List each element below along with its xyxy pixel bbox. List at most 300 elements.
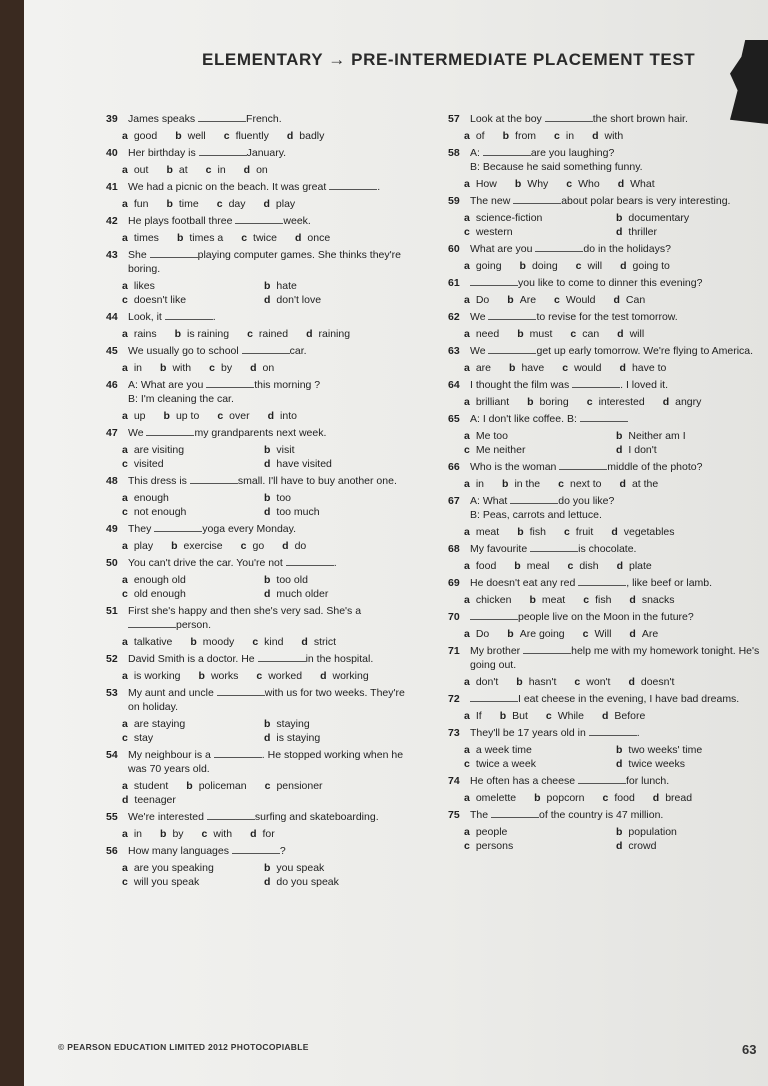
answer-option-a[interactable]: [464, 395, 509, 409]
option-letter: a: [122, 574, 128, 586]
answer-blank[interactable]: [329, 180, 377, 190]
option-letter: d: [264, 588, 271, 600]
answer-blank[interactable]: [470, 276, 518, 286]
option-letter: c: [554, 294, 560, 306]
question-text-part: yoga every Monday.: [202, 523, 297, 535]
answer-option-d[interactable]: [287, 129, 325, 143]
answer-option-d[interactable]: [264, 731, 406, 745]
option-letter: b: [171, 540, 178, 552]
answer-option-a[interactable]: [122, 491, 264, 505]
answer-option-b[interactable]: [529, 593, 565, 607]
answer-blank[interactable]: [258, 652, 306, 662]
option-text: do: [294, 540, 307, 552]
answer-option-c[interactable]: [217, 197, 246, 211]
answer-option-b[interactable]: [264, 279, 406, 293]
answer-option-a[interactable]: [122, 197, 148, 211]
answer-option-a[interactable]: [122, 779, 168, 793]
question-text: [470, 146, 768, 174]
option-text: won't: [586, 676, 611, 688]
question-text-part: get up early tomorrow. We're flying to America.: [536, 345, 754, 357]
answer-option-a[interactable]: [464, 211, 616, 225]
answer-option-a[interactable]: [464, 559, 496, 573]
answer-option-b[interactable]: [503, 129, 536, 143]
answer-option-b[interactable]: [616, 429, 768, 443]
answer-option-d[interactable]: [264, 875, 406, 889]
option-letter: c: [252, 636, 259, 648]
option-text: While: [557, 710, 584, 722]
answer-blank[interactable]: [535, 242, 583, 252]
question-number: 60: [448, 243, 460, 255]
answer-blank[interactable]: [483, 146, 531, 156]
option-letter: a: [464, 710, 470, 722]
answer-option-a[interactable]: [122, 129, 157, 143]
answer-option-d[interactable]: [620, 259, 670, 273]
answer-option-b[interactable]: [500, 709, 528, 723]
question-number: 40: [106, 147, 118, 159]
option-text: going: [475, 260, 502, 272]
answer-option-d[interactable]: [628, 675, 674, 689]
answer-blank[interactable]: [578, 774, 626, 784]
answer-option-d[interactable]: [613, 293, 645, 307]
answer-option-b[interactable]: [507, 293, 536, 307]
question-text-part: The new: [470, 195, 514, 207]
option-letter: a: [464, 478, 470, 490]
answer-blank[interactable]: [146, 426, 194, 436]
question-number: 54: [106, 749, 118, 761]
question-text-part: playing computer games. She thinks they're boring.: [128, 249, 404, 275]
question-number: 45: [106, 345, 118, 357]
question-number: 63: [448, 345, 460, 357]
answer-option-b[interactable]: [264, 717, 406, 731]
answer-option-c[interactable]: [206, 163, 226, 177]
option-text: Do: [475, 294, 490, 306]
answer-option-a[interactable]: [122, 409, 146, 423]
answer-blank[interactable]: [190, 474, 238, 484]
answer-option-d[interactable]: [602, 709, 645, 723]
answer-option-c[interactable]: [576, 259, 602, 273]
answer-blank[interactable]: [232, 844, 280, 854]
question-text: [470, 242, 768, 256]
option-text: you speak: [276, 862, 325, 874]
answer-option-a[interactable]: [122, 669, 181, 683]
answer-option-c[interactable]: [562, 361, 601, 375]
answer-option-c[interactable]: [554, 293, 595, 307]
answer-option-d[interactable]: [250, 361, 274, 375]
question-text: [128, 686, 406, 714]
answer-option-a[interactable]: [464, 293, 489, 307]
answer-option-d[interactable]: [618, 177, 655, 191]
option-letter: d: [601, 710, 609, 722]
answer-option-c[interactable]: [574, 675, 610, 689]
option-letter: d: [619, 362, 626, 374]
option-letter: a: [464, 430, 470, 442]
answer-option-b[interactable]: [516, 675, 556, 689]
question-text: [470, 644, 768, 672]
question-69: [448, 576, 768, 607]
answer-option-d[interactable]: [295, 231, 330, 245]
option-letter: d: [264, 876, 271, 888]
answer-option-b[interactable]: [199, 669, 239, 683]
answer-options: [122, 717, 406, 745]
answer-option-d[interactable]: [616, 757, 768, 771]
option-letter: b: [186, 780, 193, 792]
answer-blank[interactable]: [491, 808, 539, 818]
option-letter: c: [583, 594, 590, 606]
answer-option-c[interactable]: [587, 395, 645, 409]
answer-option-c[interactable]: [122, 731, 264, 745]
option-text: likes: [133, 280, 155, 292]
question-text-part: David Smith is a doctor. He: [128, 653, 258, 665]
answer-option-d[interactable]: [122, 793, 176, 807]
question-number: 50: [106, 557, 118, 569]
answer-blank[interactable]: [589, 726, 637, 736]
answer-option-b[interactable]: [264, 443, 406, 457]
option-letter: d: [592, 130, 599, 142]
answer-options: [464, 525, 768, 539]
option-letter: d: [243, 164, 251, 176]
answer-option-a[interactable]: [464, 593, 511, 607]
answer-option-a[interactable]: [464, 361, 491, 375]
answer-option-b[interactable]: [514, 559, 549, 573]
answer-option-c[interactable]: [583, 627, 612, 641]
answer-blank[interactable]: [513, 194, 561, 204]
answer-option-c[interactable]: [558, 477, 601, 491]
answer-option-b[interactable]: [509, 361, 544, 375]
answer-option-d[interactable]: [616, 443, 768, 457]
answer-option-b[interactable]: [616, 211, 768, 225]
answer-option-d[interactable]: [592, 129, 623, 143]
answer-option-c[interactable]: [464, 443, 616, 457]
answer-option-d[interactable]: [264, 505, 406, 519]
option-text: play: [275, 198, 296, 210]
answer-option-c[interactable]: [583, 593, 611, 607]
answer-options: [464, 477, 768, 491]
option-letter: d: [629, 594, 636, 606]
answer-option-b[interactable]: [264, 573, 406, 587]
answer-option-c[interactable]: [464, 839, 616, 853]
answer-blank[interactable]: [207, 810, 255, 820]
option-text: have to: [631, 362, 667, 374]
answer-option-a[interactable]: [122, 279, 264, 293]
option-text: up to: [175, 410, 200, 422]
question-text-part: for lunch.: [626, 775, 670, 787]
answer-option-d[interactable]: [653, 791, 692, 805]
option-text: too old: [276, 574, 308, 586]
answer-option-a[interactable]: [122, 861, 264, 875]
answer-option-a[interactable]: [464, 429, 616, 443]
answer-option-c[interactable]: [603, 791, 635, 805]
option-text: not enough: [133, 506, 187, 518]
answer-blank[interactable]: [470, 692, 518, 702]
question-text: [470, 610, 768, 624]
question-number: 73: [448, 727, 460, 739]
option-letter: c: [554, 130, 560, 142]
answer-option-a[interactable]: [122, 717, 264, 731]
answer-blank[interactable]: [523, 644, 571, 654]
answer-option-b[interactable]: [520, 259, 558, 273]
answer-option-c[interactable]: [256, 669, 302, 683]
answer-option-a[interactable]: [122, 231, 159, 245]
answer-option-a[interactable]: [464, 525, 499, 539]
option-text: Are: [641, 628, 659, 640]
answer-option-c[interactable]: [122, 875, 264, 889]
answer-option-b[interactable]: [507, 627, 564, 641]
option-letter: c: [602, 792, 609, 804]
option-text: How: [475, 178, 497, 190]
answer-option-b[interactable]: [517, 525, 546, 539]
answer-blank[interactable]: [572, 378, 620, 388]
answer-option-d[interactable]: [629, 593, 674, 607]
answer-option-c[interactable]: [209, 361, 232, 375]
answer-option-a[interactable]: [122, 573, 264, 587]
answer-option-d[interactable]: [264, 587, 406, 601]
answer-option-a[interactable]: [122, 827, 142, 841]
answer-option-a[interactable]: [464, 627, 489, 641]
answer-option-b[interactable]: [190, 635, 234, 649]
option-letter: b: [507, 294, 514, 306]
question-text: [470, 276, 768, 290]
answer-blank[interactable]: [150, 248, 198, 258]
option-text: have: [521, 362, 545, 374]
question-text-part: My brother: [470, 645, 524, 657]
question-text-part: My favourite: [470, 543, 531, 555]
answer-blank[interactable]: [128, 618, 176, 628]
answer-option-b[interactable]: [175, 327, 229, 341]
answer-option-c[interactable]: [122, 505, 264, 519]
answer-option-d[interactable]: [620, 477, 659, 491]
option-text: times a: [189, 232, 224, 244]
option-letter: d: [301, 636, 308, 648]
answer-option-c[interactable]: [554, 129, 574, 143]
option-letter: b: [264, 492, 271, 504]
answer-option-b[interactable]: [264, 491, 406, 505]
option-letter: b: [507, 628, 514, 640]
question-56: [106, 844, 406, 889]
question-46: [106, 378, 406, 423]
question-text-part: They: [128, 523, 155, 535]
answer-option-c[interactable]: [217, 409, 249, 423]
answer-option-c[interactable]: [247, 327, 288, 341]
answer-option-a[interactable]: [464, 327, 499, 341]
question-number: 72: [448, 693, 460, 705]
answer-option-b[interactable]: [160, 827, 184, 841]
answer-option-a[interactable]: [464, 259, 502, 273]
option-letter: d: [122, 794, 129, 806]
answer-blank[interactable]: [510, 494, 558, 504]
option-letter: a: [122, 444, 128, 456]
answer-option-d[interactable]: [611, 525, 674, 539]
answer-options: [122, 197, 406, 211]
answer-blank[interactable]: [578, 576, 626, 586]
answer-option-b[interactable]: [164, 409, 200, 423]
answer-option-d[interactable]: [301, 635, 336, 649]
option-letter: b: [198, 670, 205, 682]
question-text-part: She: [128, 249, 150, 261]
option-text: Who: [578, 178, 600, 190]
answer-option-c[interactable]: [241, 231, 277, 245]
answer-option-c[interactable]: [122, 587, 264, 601]
answer-option-b[interactable]: [527, 395, 569, 409]
question-text-part: the short brown hair.: [592, 113, 688, 125]
answer-options: [464, 559, 768, 573]
question-41: [106, 180, 406, 211]
question-42: [106, 214, 406, 245]
option-text: popcorn: [546, 792, 585, 804]
answer-blank[interactable]: [206, 378, 254, 388]
answer-blank[interactable]: [470, 610, 518, 620]
answer-blank[interactable]: [214, 748, 262, 758]
answer-blank[interactable]: [488, 310, 536, 320]
answer-option-b[interactable]: [166, 163, 187, 177]
option-letter: c: [216, 198, 223, 210]
option-text: day: [228, 198, 246, 210]
answer-blank[interactable]: [198, 112, 246, 122]
answer-option-a[interactable]: [464, 743, 616, 757]
answer-option-d[interactable]: [616, 839, 768, 853]
option-text: worked: [268, 670, 303, 682]
answer-option-c[interactable]: [570, 327, 599, 341]
answer-option-d[interactable]: [264, 293, 406, 307]
option-letter: d: [617, 178, 625, 190]
answer-option-b[interactable]: [517, 327, 552, 341]
answer-option-b[interactable]: [264, 861, 406, 875]
answer-option-c[interactable]: [464, 757, 616, 771]
answer-option-a[interactable]: [464, 675, 498, 689]
option-letter: d: [264, 458, 271, 470]
question-number: 75: [448, 809, 460, 821]
answer-option-d[interactable]: [264, 197, 296, 211]
answer-option-a[interactable]: [464, 477, 484, 491]
answer-option-c[interactable]: [265, 779, 323, 793]
option-text: vegetables: [623, 526, 675, 538]
answer-blank[interactable]: [545, 112, 593, 122]
question-text-part: with us for two weeks. They're on holiday.: [128, 687, 408, 713]
option-text: Are going: [519, 628, 565, 640]
answer-option-a[interactable]: [122, 327, 157, 341]
answer-options: [464, 791, 768, 805]
question-45: [106, 344, 406, 375]
answer-option-d[interactable]: [629, 627, 658, 641]
answer-options: [464, 743, 768, 771]
answer-blank[interactable]: [154, 522, 202, 532]
answer-blank[interactable]: [559, 460, 607, 470]
answer-option-c[interactable]: [252, 635, 283, 649]
answer-option-d[interactable]: [306, 327, 350, 341]
answer-option-a[interactable]: [122, 635, 172, 649]
answer-blank[interactable]: [165, 310, 213, 320]
question-text: [128, 426, 406, 440]
option-text: is raining: [187, 328, 230, 340]
question-number: 56: [106, 845, 118, 857]
answer-options: [122, 443, 406, 471]
answer-option-a[interactable]: [464, 709, 482, 723]
question-59: [448, 194, 768, 239]
option-text: Me neither: [475, 444, 526, 456]
answer-blank[interactable]: [242, 344, 290, 354]
answer-option-b[interactable]: [171, 539, 223, 553]
option-text: in: [565, 130, 575, 142]
option-letter: c: [209, 362, 215, 374]
answer-option-d[interactable]: [320, 669, 369, 683]
answer-option-d[interactable]: [244, 163, 268, 177]
answer-option-d[interactable]: [268, 409, 297, 423]
question-number: 71: [448, 645, 460, 657]
answer-option-b[interactable]: [166, 197, 198, 211]
question-number: 49: [106, 523, 118, 535]
answer-option-b[interactable]: [175, 129, 206, 143]
answer-option-b[interactable]: [515, 177, 548, 191]
answer-option-c[interactable]: [224, 129, 269, 143]
answer-option-c[interactable]: [546, 709, 584, 723]
answer-option-a[interactable]: [464, 129, 485, 143]
answer-option-d[interactable]: [250, 827, 275, 841]
option-text: Do: [475, 628, 490, 640]
answer-option-b[interactable]: [177, 231, 223, 245]
answer-option-a[interactable]: [122, 163, 148, 177]
answer-option-c[interactable]: [122, 457, 264, 471]
option-letter: b: [166, 198, 173, 210]
answer-blank[interactable]: [235, 214, 283, 224]
answer-option-d[interactable]: [663, 395, 702, 409]
answer-option-a[interactable]: [122, 443, 264, 457]
answer-option-a[interactable]: [464, 177, 497, 191]
answer-option-d[interactable]: [620, 361, 667, 375]
option-letter: a: [122, 130, 128, 142]
answer-option-a[interactable]: [122, 361, 142, 375]
answer-option-a[interactable]: [464, 791, 516, 805]
answer-blank[interactable]: [286, 556, 334, 566]
answer-blank[interactable]: [217, 686, 265, 696]
answer-option-c[interactable]: [566, 177, 599, 191]
option-text: staying: [276, 718, 310, 730]
answer-option-b[interactable]: [502, 477, 540, 491]
answer-option-b[interactable]: [534, 791, 584, 805]
answer-option-d[interactable]: [617, 559, 652, 573]
answer-options: [122, 491, 406, 519]
answer-option-b[interactable]: [186, 779, 246, 793]
answer-blank[interactable]: [199, 146, 247, 156]
answer-option-c[interactable]: [241, 539, 265, 553]
question-72: [448, 692, 768, 723]
answer-option-c[interactable]: [564, 525, 593, 539]
question-68: [448, 542, 768, 573]
answer-option-c[interactable]: [464, 225, 616, 239]
answer-blank[interactable]: [580, 412, 628, 422]
answer-option-d[interactable]: [282, 539, 306, 553]
answer-option-c[interactable]: [202, 827, 233, 841]
option-letter: a: [464, 744, 470, 756]
answer-option-b[interactable]: [616, 743, 768, 757]
answer-option-c[interactable]: [122, 293, 264, 307]
question-text-part: What are you: [470, 243, 536, 255]
answer-option-b[interactable]: [616, 825, 768, 839]
question-text: [128, 344, 406, 358]
answer-options: [464, 129, 768, 143]
answer-option-d[interactable]: [616, 225, 768, 239]
option-text: thriller: [628, 226, 658, 238]
answer-option-b[interactable]: [160, 361, 191, 375]
option-letter: d: [616, 226, 623, 238]
answer-option-d[interactable]: [617, 327, 644, 341]
answer-option-a[interactable]: [122, 539, 153, 553]
answer-option-c[interactable]: [567, 559, 598, 573]
answer-option-a[interactable]: [464, 825, 616, 839]
answer-option-d[interactable]: [264, 457, 406, 471]
option-text: policeman: [198, 780, 247, 792]
option-letter: c: [566, 178, 573, 190]
answer-blank[interactable]: [488, 344, 536, 354]
answer-blank[interactable]: [530, 542, 578, 552]
